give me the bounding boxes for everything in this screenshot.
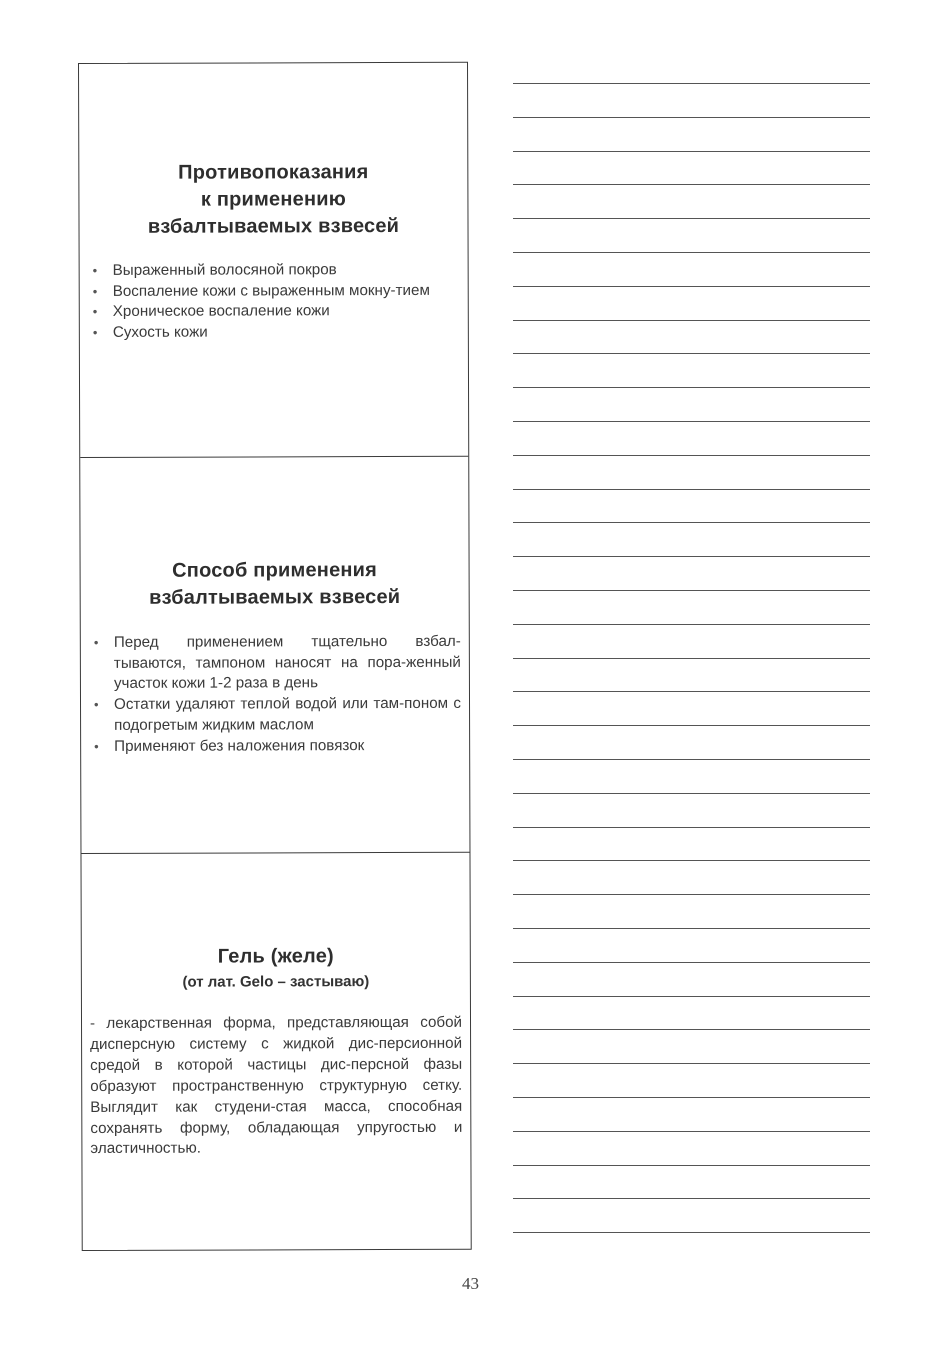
note-line — [513, 353, 870, 354]
application-method-title — [81, 557, 469, 612]
list-item: • Остатки удаляют теплой водой или там-поном с подогретым жидким маслом — [89, 694, 461, 737]
contraindications-list — [88, 260, 450, 344]
note-line — [513, 1131, 870, 1132]
gel-subtitle: (от лат. Gelo – застываю) — [182, 973, 370, 991]
note-line — [513, 83, 870, 84]
note-line — [513, 556, 870, 557]
note-line — [513, 117, 870, 118]
note-line — [513, 184, 870, 185]
note-line — [513, 455, 870, 456]
note-line — [513, 151, 870, 152]
application-method-list — [89, 632, 461, 757]
gel-title: Гель (желе) — [217, 945, 334, 968]
note-line — [513, 793, 870, 794]
page-number: 43 — [462, 1274, 479, 1293]
note-line — [513, 1029, 870, 1030]
title-line: Противопоказания — [178, 161, 369, 184]
note-line — [513, 1198, 870, 1199]
note-line — [513, 1165, 870, 1166]
list-item: • Хроническое воспаление кожи — [88, 301, 450, 323]
note-line — [513, 522, 870, 523]
note-line — [513, 624, 870, 625]
notes-lines — [513, 0, 870, 1260]
list-item: • Воспаление кожи с выраженным мокну-тием — [88, 281, 450, 303]
note-line — [513, 658, 870, 659]
list-item: • Применяют без наложения повязок — [89, 735, 461, 757]
title-line: взбалтываемых взвесей — [149, 585, 401, 609]
note-line — [513, 590, 870, 591]
note-line — [513, 962, 870, 963]
note-line — [513, 759, 870, 760]
note-line — [513, 1097, 870, 1098]
note-line — [513, 860, 870, 861]
list-item: • Перед применением тщательно взбал-тываются, тампоном наносят на пора-женный участок кожи 1-2 раза в день — [89, 632, 461, 695]
gel-slide — [81, 852, 470, 1252]
contraindications-title — [79, 159, 467, 241]
list-item: • Выраженный волосяной покров — [88, 260, 450, 282]
title-line: взбалтываемых взвесей — [147, 214, 400, 238]
note-line — [513, 286, 870, 287]
note-line — [513, 218, 870, 219]
note-line — [513, 827, 870, 828]
title-line: к применению — [200, 188, 347, 211]
note-line — [513, 894, 870, 895]
note-line — [513, 421, 870, 422]
note-line — [513, 489, 870, 490]
gel-definition: - лекарственная форма, представляющая собой дисперсную систему с жидкой дис-персионной средой в которой частицы дис-персной фазы образуют пространственную структурную сетку. Выглядит как студени-стая масса, способная сохранять форму, обладающая упругостью и эластичностью. — [89, 1013, 463, 1158]
note-line — [513, 252, 870, 253]
note-line — [513, 387, 870, 388]
title-line: Способ применения — [172, 559, 378, 582]
slides-column — [78, 62, 472, 1251]
contraindications-slide — [79, 63, 468, 457]
note-line — [513, 1232, 870, 1233]
note-line — [513, 691, 870, 692]
note-line — [513, 996, 870, 997]
list-item: • Сухость кожи — [88, 322, 450, 344]
note-line — [513, 928, 870, 929]
note-line — [513, 320, 870, 321]
note-line — [513, 1063, 870, 1064]
note-line — [513, 725, 870, 726]
application-method-slide — [80, 456, 469, 853]
